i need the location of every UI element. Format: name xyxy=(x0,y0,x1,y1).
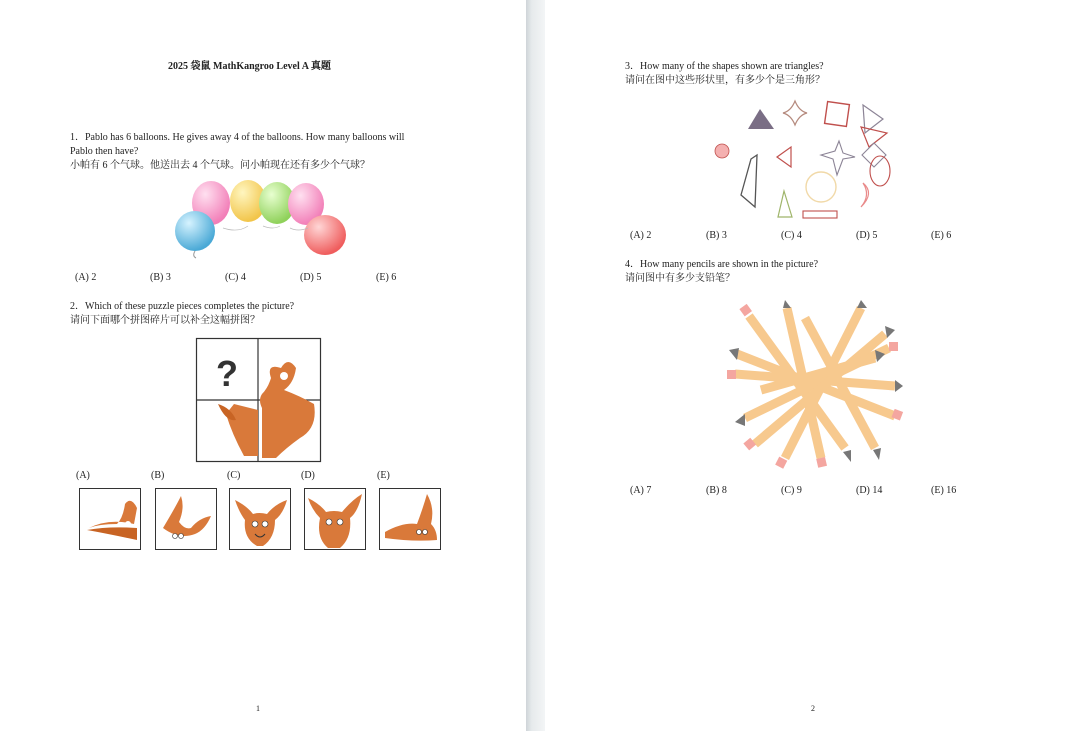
puzzle-image xyxy=(196,338,321,462)
q3-option-e[interactable]: (E) 6 xyxy=(931,230,952,241)
q2-option-c-label[interactable]: (C) xyxy=(227,470,241,481)
shape-triangle-filled xyxy=(748,109,774,129)
shape-diamond xyxy=(862,143,886,167)
q2-option-e-label[interactable]: (E) xyxy=(377,470,390,481)
balloon-red xyxy=(304,215,346,255)
q3-option-b[interactable]: (B) 3 xyxy=(706,230,727,241)
q3-option-c[interactable]: (C) 4 xyxy=(781,230,802,241)
shape-star xyxy=(821,141,855,175)
shape-triangle-5 xyxy=(778,191,792,217)
shape-circle-small xyxy=(715,144,729,158)
document-page-2 xyxy=(545,0,1080,731)
q1-text-en-line1: 1．Pablo has 6 balloons. He gives away 4 of the balloons. How many balloons will xyxy=(70,132,405,143)
q2-piece-d[interactable] xyxy=(304,488,366,550)
q1-option-c[interactable]: (C) 4 xyxy=(225,272,246,283)
document-title: 2025 袋鼠 MathKangroo Level A 真题 xyxy=(168,61,331,72)
q4-text-en: 4．How many pencils are shown in the picture? xyxy=(625,259,819,270)
page-gutter xyxy=(526,0,545,731)
q2-option-d-label[interactable]: (D) xyxy=(301,470,315,481)
q4-option-b[interactable]: (B) 8 xyxy=(706,485,727,496)
balloon-blue xyxy=(175,211,215,258)
q1-option-a[interactable]: (A) 2 xyxy=(75,272,97,283)
q4-option-d[interactable]: (D) 14 xyxy=(856,485,883,496)
q4-option-a[interactable]: (A) 7 xyxy=(630,485,652,496)
q2-piece-c[interactable] xyxy=(229,488,291,550)
q2-piece-b[interactable] xyxy=(155,488,217,550)
q1-option-d[interactable]: (D) 5 xyxy=(300,272,322,283)
balloons-image xyxy=(168,178,353,258)
q3-text-en: 3．How many of the shapes shown are triangles? xyxy=(625,61,824,72)
q3-text-zh: 请问在图中这些形状里，有多少个是三角形？ xyxy=(625,75,825,86)
document-page-1 xyxy=(0,0,526,731)
shape-square-1 xyxy=(825,102,850,127)
shape-four-point-star xyxy=(783,101,807,125)
q2-option-b-label[interactable]: (B) xyxy=(151,470,165,481)
q2-piece-e[interactable] xyxy=(379,488,441,550)
page-number-2: 2 xyxy=(811,704,815,713)
q1-option-e[interactable]: (E) 6 xyxy=(376,272,397,283)
puzzle-question-mark: ? xyxy=(216,353,238,394)
q4-option-c[interactable]: (C) 9 xyxy=(781,485,802,496)
q2-piece-a[interactable] xyxy=(79,488,141,550)
shape-rectangle xyxy=(803,211,837,218)
q2-text-zh: 请问下面哪个拼图碎片可以补全这幅拼图？ xyxy=(70,315,260,326)
shape-crescent xyxy=(861,183,869,207)
q1-text-en-line2: Pablo then have? xyxy=(70,146,139,157)
q2-text-en: 2．Which of these puzzle pieces completes the picture? xyxy=(70,301,295,312)
q3-option-a[interactable]: (A) 2 xyxy=(630,230,652,241)
shape-circle-large xyxy=(806,172,836,202)
pencils-image xyxy=(725,298,905,474)
q1-text-zh: 小帕有 6 个气球。他送出去 4 个气球。问小帕现在还有多少个气球？ xyxy=(70,160,370,171)
q4-option-e[interactable]: (E) 16 xyxy=(931,485,957,496)
page-number-1: 1 xyxy=(256,704,260,713)
shapes-image xyxy=(711,95,891,225)
shape-tall-triangle xyxy=(741,155,757,207)
q1-option-b[interactable]: (B) 3 xyxy=(150,272,171,283)
q2-option-a-label[interactable]: (A) xyxy=(76,470,90,481)
shape-triangle-4 xyxy=(777,147,791,167)
q3-option-d[interactable]: (D) 5 xyxy=(856,230,878,241)
shape-triangle-2 xyxy=(863,105,883,133)
q4-text-zh: 请问图中有多少支铅笔？ xyxy=(625,273,735,284)
